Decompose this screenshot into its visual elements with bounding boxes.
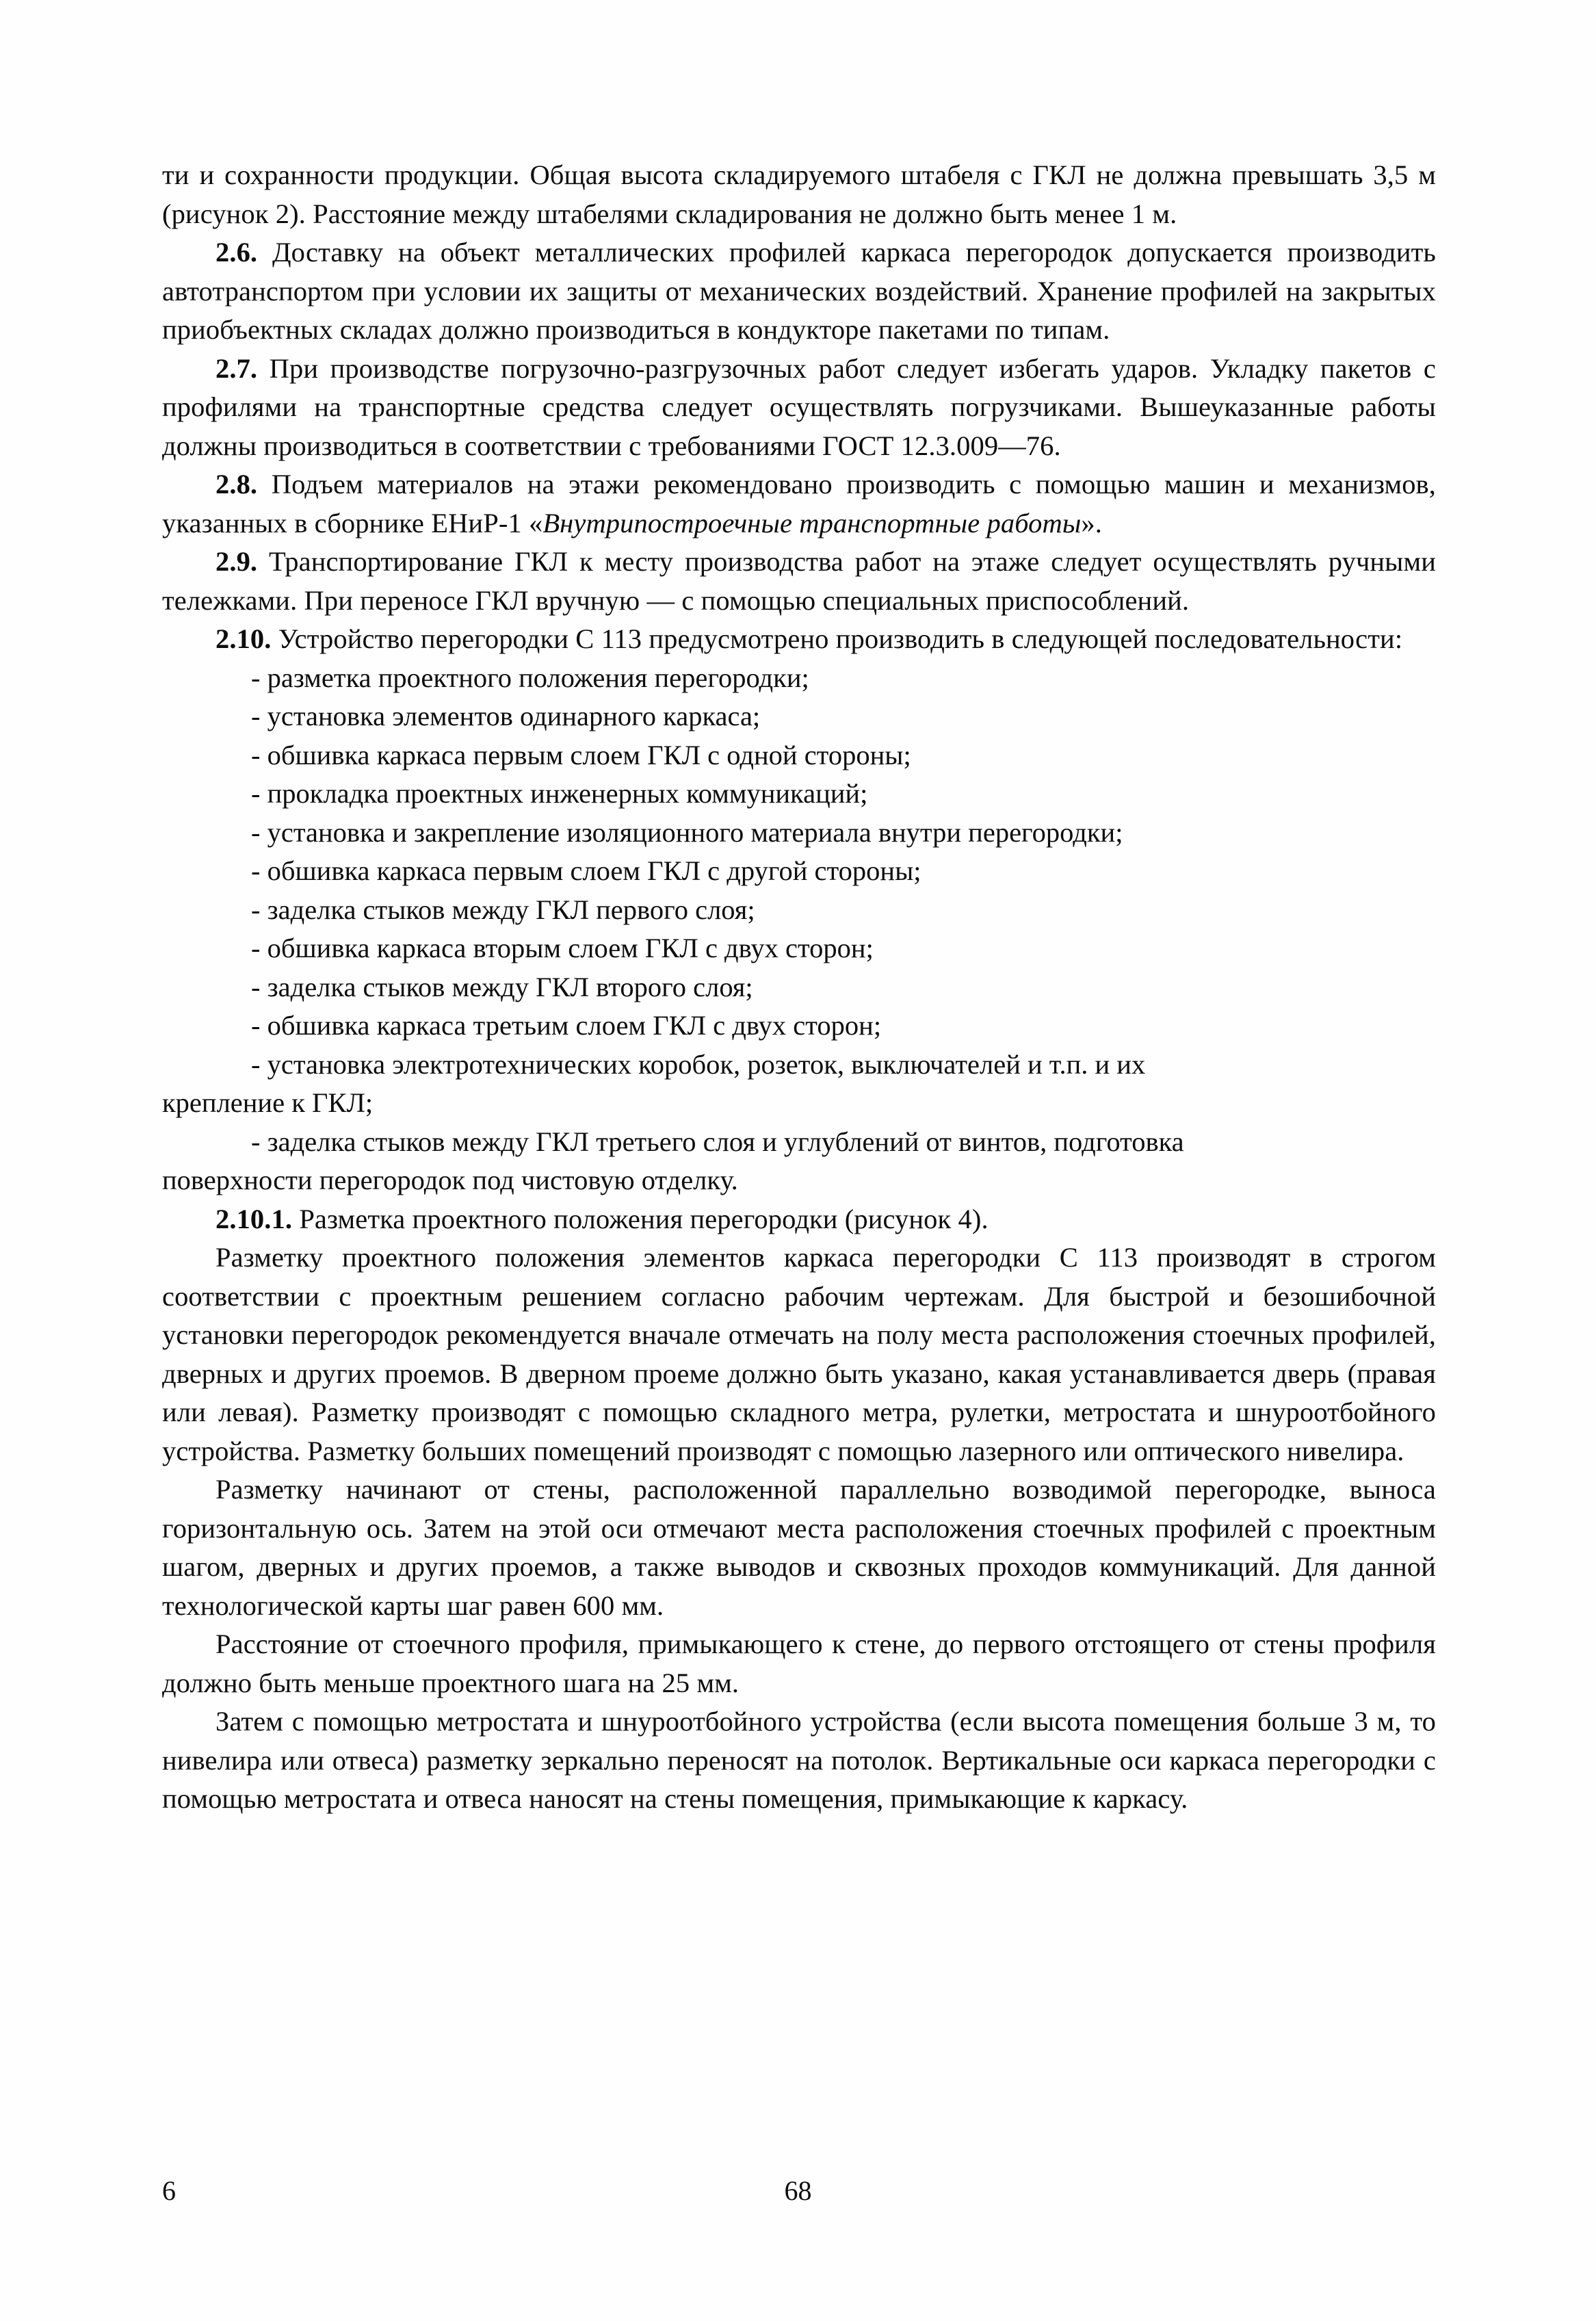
- paragraph-2-10-1-text: Разметка проектного положения перегородки (рисунок 4).: [299, 1203, 989, 1234]
- list-item: [162, 1046, 1436, 1085]
- paragraph-2-10-text: Устройство перегородки С 113 предусмотрено производить в следующей последовательности:: [278, 623, 1403, 654]
- paragraph-2-10: [162, 620, 1436, 659]
- list-item-line-2: крепление к ГКЛ;: [162, 1087, 374, 1118]
- paragraph-rasstoyanie: Расстояние от стоечного профиля, примыкающего к стене, до первого отстоящего от стены профиля должно быть меньше проектного шага на 25 мм.: [162, 1629, 1436, 1698]
- paragraph-2-7: [162, 350, 1436, 466]
- list-item: - заделка стыков между ГКЛ второго слоя;: [251, 971, 753, 1002]
- paragraph-razmetku-2: Разметку начинают от стены, расположенной параллельно возводимой перегородке, выноса горизонтальную ось. Затем на этой оси отмечают места расположения стоечных профилей с проектным шагом, дверных и других проемов, а также выводов и сквозных проходов коммуникаций. Для данной технологической карты шаг равен 600 мм.: [162, 1474, 1436, 1621]
- list-item: - разметка проектного положения перегородки;: [251, 662, 809, 693]
- list-item: - обшивка каркаса первым слоем ГКЛ с одной стороны;: [251, 739, 911, 770]
- list-item: - заделка стыков между ГКЛ первого слоя;: [251, 894, 755, 925]
- list-item: - обшивка каркаса третьим слоем ГКЛ с двух сторон;: [251, 1010, 882, 1041]
- list-item: - прокладка проектных инженерных коммуникаций;: [251, 778, 868, 809]
- paragraph-2-8-text-after: ».: [1081, 507, 1102, 539]
- paragraph-2-8-text-before: Подъем материалов на этажи рекомендовано производить с помощью машин и механизмов, указанных в сборнике ЕНиР-1 «: [162, 469, 1437, 539]
- paragraph-number-2-10-1: 2.10.1.: [215, 1203, 300, 1234]
- paragraph-number-2-8: 2.8.: [215, 469, 272, 500]
- paragraph-2-6-text: Доставку на объект металлических профилей каркаса перегородок допускается производить автотранспортом при условии их защиты от механических воздействий. Хранение профилей на закрытых приобъектных складах должно производиться в кондукторе пакетами по типам.: [162, 237, 1437, 345]
- list-item: - обшивка каркаса первым слоем ГКЛ с другой стороны;: [251, 855, 921, 886]
- list-item-line-1: - установка электротехнических коробок, розеток, выключателей и т.п. и их: [251, 1048, 1146, 1080]
- list-item: - установка элементов одинарного каркаса;: [251, 701, 761, 731]
- paragraph-2-8: [162, 465, 1436, 543]
- paragraph-number-2-7: 2.7.: [215, 352, 270, 384]
- paragraph-razmetku-1: Разметку проектного положения элементов каркаса перегородки С 113 производят в строгом соответствии с проектным решением согласно рабочим чертежам. Для быстрой и безошибочной установки перегородок рекомендуется вначале отмечать на полу места расположения стоечных профилей, дверных и других проемов. В дверном проеме должно быть указано, какая устанавливается дверь (правая или левая). Разметку производят с помощью складного метра, рулетки, метростата и шнуроотбойного устройства. Разметку больших помещений производят с помощью лазерного или оптического нивелира.: [162, 1242, 1436, 1466]
- paragraph-number-2-9: 2.9.: [215, 546, 269, 577]
- footer-page-number: 68: [784, 2175, 812, 2206]
- paragraph-number-2-10: 2.10.: [215, 623, 278, 654]
- paragraph-number-2-6: 2.6.: [215, 237, 272, 268]
- paragraph-2-6: [162, 233, 1436, 350]
- list-item: [162, 1123, 1436, 1162]
- text-column: [162, 156, 1436, 1819]
- page-footer: [0, 2175, 1596, 2216]
- list-item-continuation: [162, 1161, 1436, 1200]
- paragraph-continued: ти и сохранности продукции. Общая высота складируемого штабеля с ГКЛ не должна превышать 3,5 м (рисунок 2). Расстояние между штабелями складирования не должно быть менее 1 м.: [162, 159, 1436, 229]
- list-item: - установка и закрепление изоляционного материала внутри перегородки;: [251, 816, 1123, 848]
- list-item: - обшивка каркаса вторым слоем ГКЛ с двух сторон;: [251, 933, 874, 963]
- footer-left-number: 6: [162, 2175, 176, 2206]
- list-item-line-1: - заделка стыков между ГКЛ третьего слоя и углублений от винтов, подготовка: [251, 1126, 1184, 1157]
- paragraph-zatem: Затем с помощью метростата и шнуроотбойного устройства (если высота помещения больше 3 м, то нивелира или отвеса) разметку зеркально переносят на потолок. Вертикальные оси каркаса перегородки с помощью метростата и отвеса наносят на стены помещения, примыкающие к каркасу.: [162, 1706, 1436, 1814]
- paragraph-2-9-text: Транспортирование ГКЛ к месту производства работ на этаже следует осуществлять ручными тележками. При переносе ГКЛ вручную — с помощью специальных приспособлений.: [162, 546, 1436, 616]
- list-item-line-2: поверхности перегородок под чистовую отделку.: [162, 1165, 738, 1195]
- paragraph-2-7-text: При производстве погрузочно-разгрузочных работ следует избегать ударов. Укладку пакетов с профилями на транспортные средства следует осуществлять погрузчиками. Вышеуказанные работы должны производиться в соответствии с требованиями ГОСТ 12.3.009—76.: [162, 352, 1436, 461]
- paragraph-2-8-italic: Внутрипостроечные транспортные работы: [542, 507, 1082, 539]
- paragraph-2-9: [162, 543, 1436, 620]
- paragraph-2-10-1: [162, 1200, 1436, 1239]
- list-item-continuation: [162, 1084, 1436, 1123]
